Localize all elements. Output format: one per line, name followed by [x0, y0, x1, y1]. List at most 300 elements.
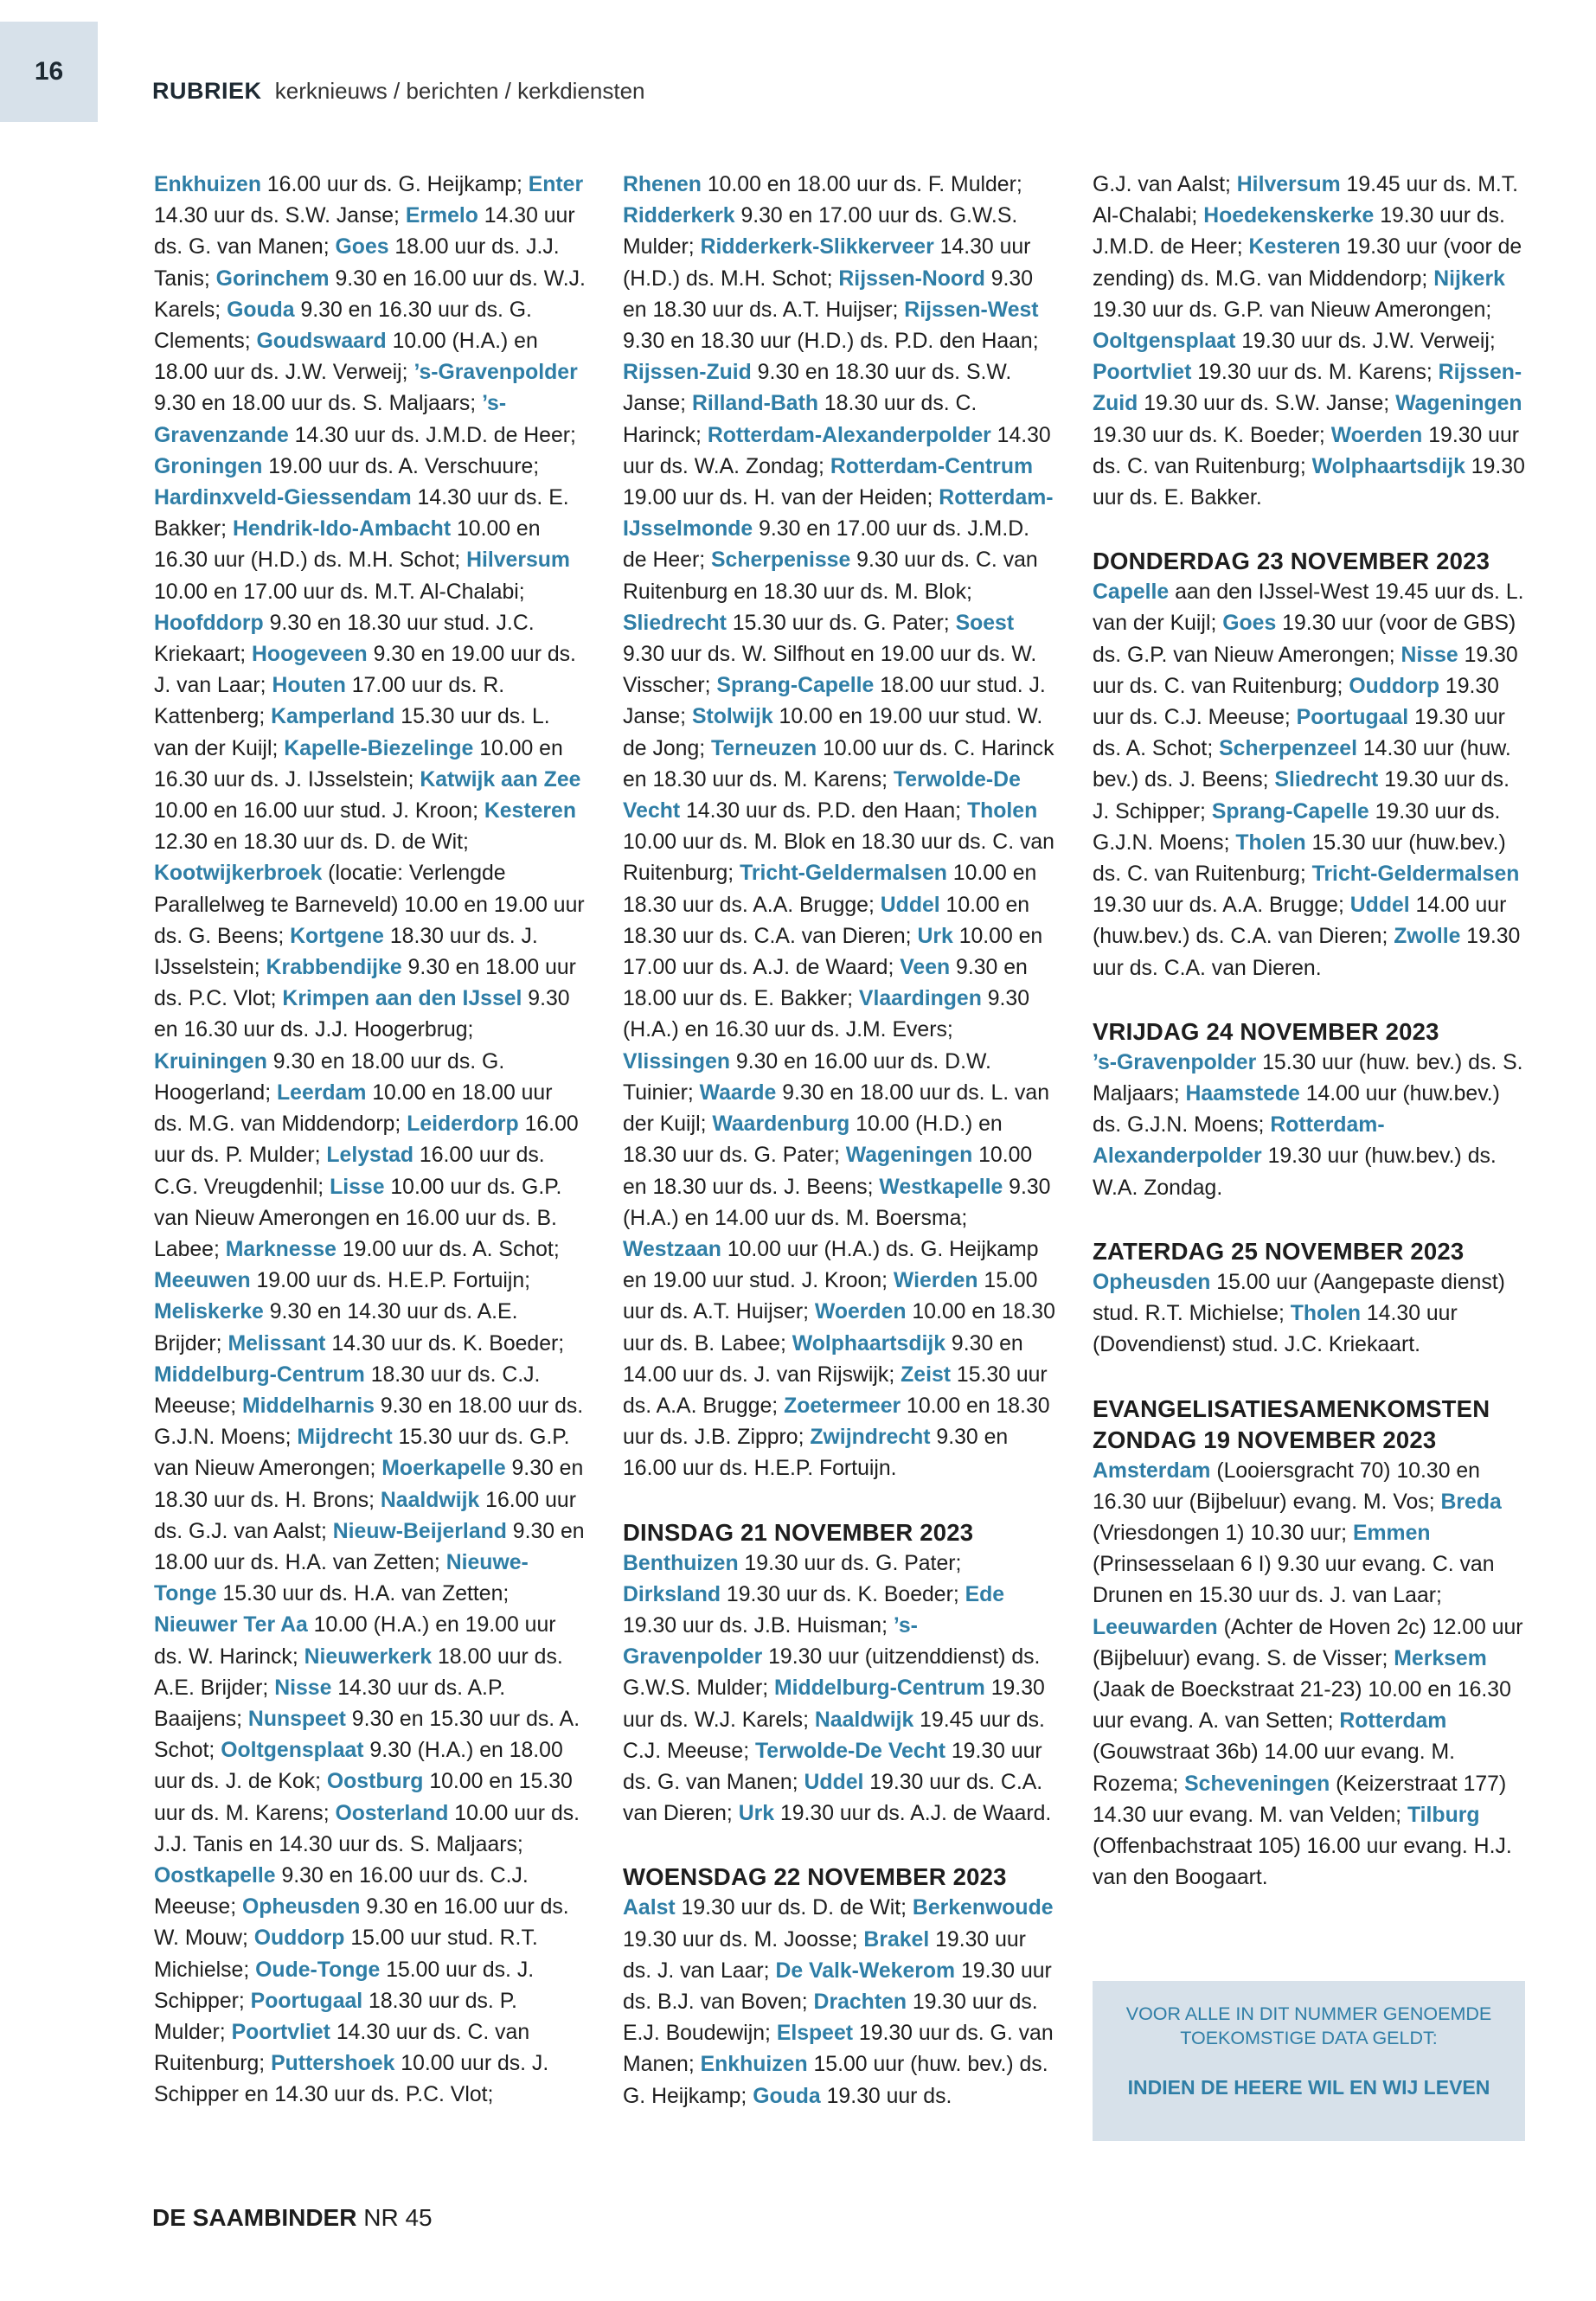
service-details: 18.00 uur ds. J.J. Tanis;: [154, 235, 560, 291]
service-details: 18.30 uur ds. C. Harinck;: [623, 392, 977, 447]
place-name: Opheusden: [1093, 1270, 1211, 1294]
service-details: 19.30 uur ds. E.J. Boudewijn;: [623, 1990, 1038, 2046]
listing-paragraph: [1093, 1456, 1525, 1894]
service-details: 19.30 uur ds. K. Boeder;: [1093, 423, 1331, 447]
service-details: 19.30 uur (uitzenddienst) ds. G.W.S. Mulder;: [623, 1645, 1041, 1701]
place-name: Krimpen aan den IJssel: [282, 987, 522, 1011]
service-details: 9.30 en 17.00 uur ds. J.M.D. de Heer;: [623, 517, 1030, 573]
service-details: 10.00 uur ds. C. Harinck en 18.30 uur ds. M. Karens;: [623, 736, 1054, 792]
service-details: 19.30 uur (voor de GBS) ds. G.P. van Nieuw Amerongen;: [1093, 612, 1516, 667]
service-details: 9.30 en 18.30 uur (H.D.) ds. P.D. den Haan;: [623, 330, 1039, 354]
place-name: Woerden: [814, 1300, 907, 1324]
place-name: Kruiningen: [154, 1049, 267, 1074]
service-details: 19.30 uur ds. J.M.D. de Heer;: [1093, 204, 1505, 260]
place-name: Kamperland: [271, 705, 395, 729]
service-details: 14.30 uur ds. A.P. Baaijens;: [154, 1676, 506, 1731]
listing-paragraph: [623, 170, 1055, 1485]
place-name: Rotterdam-Alexanderpolder: [1093, 1113, 1385, 1169]
place-name: Rijssen-West: [904, 298, 1039, 322]
place-name: Kootwijkerbroek: [154, 862, 323, 886]
listing-paragraph: [623, 1548, 1055, 1830]
publication-name: DE SAAMBINDER: [152, 2204, 357, 2231]
place-name: Enter: [528, 173, 584, 196]
place-name: Nieuwe-Tonge: [154, 1550, 529, 1606]
place-name: Katwijk aan Zee: [420, 767, 581, 792]
service-details: 19.30 uur ds. C.A. van Dieren;: [623, 1770, 1043, 1826]
place-name: Waardenburg: [712, 1112, 850, 1137]
place-name: Tricht-Geldermalsen: [740, 862, 947, 886]
place-name: Oostkapelle: [154, 1863, 276, 1888]
service-details: 15.30 uur ds. G.P. van Nieuw Amerongen;: [154, 1426, 570, 1481]
service-details: 10.00 en 18.30 uur ds. J.B. Zippro;: [623, 1394, 1050, 1450]
day-heading: WOENSDAG 22 NOVEMBER 2023: [623, 1863, 1007, 1891]
place-name: Vlaardingen: [858, 987, 982, 1011]
place-name: Nisse: [274, 1676, 332, 1700]
place-name: Poortugaal: [250, 1989, 363, 2013]
service-details: 18.30 uur ds. P. Mulder;: [154, 1989, 517, 2044]
service-details: 19.45 uur ds. C.J. Meeuse;: [623, 1708, 1045, 1763]
place-name: Meeuwen: [154, 1269, 251, 1293]
service-details: 19.00 uur ds. H.E.P. Fortuijn;: [250, 1269, 531, 1293]
service-details: 14.30 uur ds. W.A. Zondag;: [623, 423, 1051, 478]
service-details: 10.00 en 18.00 uur ds. M.G. van Middendorp;: [154, 1080, 553, 1137]
service-details: 9.30 en 14.30 uur ds. A.E. Brijder;: [154, 1300, 518, 1356]
service-details: 19.30 uur ds. G. Pater;: [738, 1551, 962, 1575]
listing-paragraph: [154, 170, 586, 2112]
service-details: G.J. van Aalst;: [1093, 173, 1237, 196]
place-name: Brakel: [863, 1927, 930, 1952]
place-name: Enkhuizen: [700, 2053, 808, 2077]
service-details: 14.30 uur ds. G. van Manen;: [154, 204, 575, 260]
service-details: 9.30 en 16.00 uur ds. W. Mouw;: [154, 1895, 569, 1951]
service-details: 10.00 uur ds. J. Schipper en 14.30 uur ds. P.C. Vlot;: [154, 2052, 549, 2107]
service-details: 15.30 uur (huw. bev.) ds. S. Maljaars;: [1093, 1050, 1523, 1106]
service-details: 14.00 uur (huw.bev.) ds. G.J.N. Moens;: [1093, 1082, 1500, 1138]
service-details: 9.30 (H.A.) en 14.00 uur ds. M. Boersma;: [623, 1175, 1051, 1230]
service-details: 15.30 uur ds. L. van der Kuijl;: [154, 705, 550, 760]
place-name: ’s-Gravenzande: [154, 392, 507, 447]
service-details: 10.00 en 17.00 uur ds. M.T. Al-Chalabi;: [154, 580, 525, 604]
service-details: 14.30 uur ds. S.W. Janse;: [154, 204, 406, 228]
place-name: Leiderdorp: [407, 1112, 519, 1137]
service-details: 15.30 uur ds. A.A. Brugge;: [623, 1362, 1048, 1418]
rubriek-label: RUBRIEK: [152, 78, 262, 104]
listing-paragraph: [1093, 170, 1525, 514]
place-name: Merksem: [1394, 1646, 1487, 1670]
place-name: Leeuwarden: [1093, 1615, 1218, 1639]
footer: [152, 2204, 433, 2232]
place-name: Groningen: [154, 454, 263, 478]
service-details: 14.30 uur (Dovendienst) stud. J.C. Kriekaart.: [1093, 1302, 1458, 1357]
place-name: Drachten: [813, 1990, 907, 2014]
place-name: Hilversum: [466, 548, 570, 573]
service-details: 15.00 uur stud. R.T. Michielse;: [154, 1926, 538, 1982]
place-name: Puttershoek: [271, 2052, 395, 2076]
place-name: Tholen: [1290, 1302, 1362, 1326]
service-details: 19.30 uur ds. C. van Ruitenburg;: [1093, 643, 1518, 698]
service-details: 9.30 en 19.00 uur ds. J. van Laar;: [154, 643, 576, 698]
place-name: Hoedekenskerke: [1203, 204, 1375, 228]
place-name: Zeist: [901, 1362, 952, 1387]
place-name: Scherpenzeel: [1219, 737, 1357, 761]
service-details: 19.00 uur ds. A. Verschuure;: [262, 454, 540, 478]
day-heading: DINSDAG 21 NOVEMBER 2023: [623, 1518, 974, 1546]
service-details: 19.30 uur ds.: [820, 2084, 952, 2108]
place-name: Wierden: [893, 1269, 978, 1293]
service-details: 14.30 uur (huw. bev.) ds. J. Beens;: [1093, 737, 1511, 792]
place-name: Rotterdam-Alexanderpolder: [707, 423, 991, 447]
place-name: Berkenwoude: [912, 1896, 1054, 1920]
place-name: Goudswaard: [256, 330, 387, 354]
place-name: Naaldwijk: [380, 1488, 480, 1512]
place-name: Scheveningen: [1184, 1772, 1330, 1796]
service-details: 19.30 uur (voor de zending) ds. M.G. van Middendorp;: [1093, 235, 1522, 291]
place-name: Middelharnis: [242, 1394, 375, 1418]
service-details: 10.00 (H.A.) en 18.00 uur ds. J.W. Verweij;: [154, 330, 538, 385]
place-name: Kesteren: [1248, 235, 1341, 260]
place-name: Terwolde-De Vecht: [623, 767, 1021, 824]
service-details: 9.30 en 16.00 uur ds. W.J. Karels;: [154, 266, 586, 322]
service-details: (Offenbachstraat 105) 16.00 uur evang. H.J. van den Boogaart.: [1093, 1834, 1512, 1890]
notice-line-1: VOOR ALLE IN DIT NUMMER GENOEMDE TOEKOMSTIGE DATA GELDT:: [1125, 2003, 1492, 2048]
place-name: Gouda: [227, 298, 295, 322]
service-details: 19.30 uur ds. G.P. van Nieuw Amerongen;: [1093, 298, 1492, 322]
service-details: 17.00 uur ds. R. Kattenberg;: [154, 674, 505, 729]
service-details: 9.30 (H.A.) en 18.00 uur ds. J. de Kok;: [154, 1739, 563, 1794]
place-name: Rotterdam-IJsselmonde: [623, 486, 1054, 542]
place-name: Wolphaartsdijk: [792, 1331, 946, 1356]
place-name: Meliskerke: [154, 1300, 264, 1324]
place-name: Woerden: [1330, 423, 1423, 447]
service-details: aan den IJssel-West 19.45 uur ds. L. van der Kuijl;: [1093, 580, 1524, 636]
place-name: Breda: [1440, 1490, 1502, 1514]
service-details: 9.30 en 18.00 uur ds. E. Bakker;: [623, 956, 1028, 1011]
service-details: 10.00 uur ds. M. Blok en 18.30 uur ds. C. van Ruitenburg;: [623, 830, 1054, 886]
place-name: Tricht-Geldermalsen: [1311, 862, 1520, 887]
service-details: 19.45 uur ds. M.T. Al-Chalabi;: [1093, 173, 1519, 228]
place-name: Middelburg-Centrum: [774, 1676, 985, 1701]
place-name: Oostburg: [326, 1770, 424, 1794]
place-name: Wolphaartsdijk: [1311, 454, 1465, 478]
place-name: Nunspeet: [247, 1707, 346, 1731]
service-details: 19.30 uur ds. J.W. Verweij;: [1235, 330, 1496, 354]
service-details: (locatie: Verlengde Parallelweg te Barneveld) 10.00 en 19.00 uur ds. G. Beens;: [154, 862, 585, 948]
service-details: (Looiersgracht 70) 10.30 en 16.30 uur (Bijbeluur) evang. M. Vos;: [1093, 1458, 1480, 1514]
place-name: Ouddorp: [253, 1926, 345, 1951]
service-details: 19.30 uur ds. B.J. van Boven;: [623, 1958, 1052, 2014]
service-details: 9.30 en 18.00 uur ds. S. Maljaars;: [154, 392, 483, 416]
service-details: 9.30 en 18.00 uur ds. G. Hoogerland;: [154, 1049, 505, 1105]
place-name: Dirksland: [623, 1582, 721, 1606]
place-name: De Valk-Wekerom: [775, 1958, 956, 1983]
service-details: (Prinsesselaan 6 I) 9.30 uur evang. C. van Drunen en 15.30 uur ds. J. van Laar;: [1093, 1553, 1495, 1608]
place-name: Haamstede: [1185, 1082, 1300, 1106]
place-name: Nisse: [1401, 643, 1458, 667]
notice-line-2: INDIEN DE HEERE WIL EN WIJ LEVEN: [1127, 2076, 1490, 2099]
service-details: 10.00 en 18.30 uur ds. A.A. Brugge;: [623, 862, 1037, 917]
place-name: Melissant: [228, 1331, 326, 1356]
place-name: Wageningen: [845, 1144, 973, 1168]
place-name: Rijssen-Zuid: [623, 361, 752, 385]
service-details: (Vriesdongen 1) 10.30 uur;: [1093, 1521, 1353, 1545]
place-name: Westzaan: [623, 1237, 721, 1261]
place-name: ’s-Gravenpolder: [623, 1613, 918, 1670]
service-details: 19.30 uur ds. J. Schipper;: [1093, 768, 1509, 824]
place-name: Nijkerk: [1433, 266, 1505, 291]
place-name: Amsterdam: [1093, 1458, 1211, 1483]
place-name: Capelle: [1093, 580, 1170, 605]
service-details: 16.00 uur ds. G. Heijkamp;: [261, 173, 529, 196]
service-details: 18.30 uur ds. C.J. Meeuse;: [154, 1362, 541, 1418]
place-name: Tholen: [966, 799, 1038, 824]
place-name: Sliedrecht: [1274, 768, 1379, 792]
service-details: 9.30 en 18.30 uur ds. A.T. Huijser;: [623, 266, 1034, 322]
service-details: 10.00 en 19.00 uur stud. W. de Jong;: [623, 705, 1043, 760]
place-name: Aalst: [623, 1896, 676, 1920]
place-name: Naaldwijk: [814, 1708, 914, 1732]
service-details: 19.30 uur ds. J.B. Huisman;: [623, 1613, 894, 1638]
service-details: 9.30 en 16.00 uur ds. H.E.P. Fortuijn.: [623, 1426, 1009, 1481]
service-details: 9.30 en 16.00 uur ds. C.J. Meeuse;: [154, 1863, 529, 1920]
place-name: Sprang-Capelle: [716, 674, 875, 698]
place-name: Urk: [917, 924, 953, 948]
place-name: Lelystad: [326, 1144, 414, 1168]
service-details: 19.30 uur ds. M. Joosse;: [623, 1927, 864, 1952]
place-name: Emmen: [1352, 1521, 1431, 1545]
place-name: Nieuwer Ter Aa: [154, 1613, 308, 1638]
service-details: (Gouwstraat 36b) 14.00 uur evang. M. Rozema;: [1093, 1740, 1456, 1796]
service-details: 9.30 en 18.30 uur ds. S.W. Janse;: [623, 361, 1012, 416]
listing-paragraph: [1093, 1048, 1525, 1204]
service-details: 15.00 uur (huw. bev.) ds. G. Heijkamp;: [623, 2053, 1048, 2108]
service-details: 19.30 uur ds. A.A. Brugge;: [1093, 894, 1350, 918]
service-details: 19.00 uur ds. A. Schot;: [336, 1237, 560, 1261]
service-details: 9.30 en 17.00 uur ds. G.W.S. Mulder;: [623, 204, 1018, 260]
service-details: 10.00 en 18.30 uur ds. C.A. van Dieren;: [623, 893, 1030, 948]
service-details: 19.30 uur ds. C. van Ruitenburg;: [1093, 423, 1520, 478]
service-details: 10.00 en 18.00 uur ds. F. Mulder;: [701, 173, 1022, 196]
place-name: Poortvliet: [231, 2020, 330, 2044]
service-details: 19.30 uur ds. W.J. Karels;: [623, 1676, 1045, 1732]
service-details: 10.00 uur ds. J.J. Tanis en 14.30 uur ds. S. Maljaars;: [154, 1801, 580, 1856]
service-details: 19.00 uur ds. H. van der Heiden;: [623, 486, 939, 510]
place-name: Benthuizen: [623, 1551, 739, 1575]
place-name: Urk: [738, 1802, 775, 1826]
service-details: 9.30 en 16.00 uur ds. D.W. Tuinier;: [623, 1049, 991, 1105]
place-name: Kesteren: [484, 799, 576, 824]
place-name: Middelburg-Centrum: [154, 1362, 365, 1387]
place-name: Mijdrecht: [297, 1426, 393, 1450]
place-name: Enkhuizen: [154, 173, 261, 196]
service-details: 16.00 uur ds. G.J. van Aalst;: [154, 1488, 576, 1543]
service-details: 15.30 uur ds. G. Pater;: [726, 611, 956, 635]
service-details: 18.30 uur ds. J. IJsselstein;: [154, 924, 538, 980]
place-name: Vlissingen: [623, 1049, 731, 1074]
service-details: 16.00 uur ds. P. Mulder;: [154, 1112, 579, 1168]
service-details: 15.00 uur ds. J. Schipper;: [154, 1958, 535, 2013]
service-details: 14.30 uur ds. C. van Ruitenburg;: [154, 2020, 530, 2076]
column-3: [1093, 170, 1525, 1894]
service-details: 9.30 uur ds. C. van Ruitenburg en 18.30 uur ds. M. Blok;: [623, 548, 1038, 604]
service-details: 19.30 uur ds. G. van Manen;: [623, 2022, 1054, 2077]
service-details: 19.30 uur ds. S.W. Janse;: [1138, 392, 1396, 416]
place-name: Ede: [965, 1582, 1005, 1606]
place-name: Elspeet: [776, 2022, 854, 2046]
service-details: 15.00 uur (Aangepaste dienst) stud. R.T. Michielse;: [1093, 1270, 1505, 1326]
service-details: 9.30 uur ds. W. Silfhout en 19.00 uur ds. W. Visscher;: [623, 643, 1037, 698]
service-details: 19.30 uur ds. K. Boeder;: [721, 1582, 965, 1606]
place-name: Ridderkerk-Slikkerveer: [700, 235, 934, 260]
place-name: ’s-Gravenpolder: [1093, 1050, 1257, 1074]
place-name: Ooltgensplaat: [1093, 330, 1236, 354]
service-details: 19.30 uur ds. C.A. van Dieren.: [1093, 925, 1521, 980]
place-name: Ouddorp: [1349, 674, 1440, 698]
place-name: Moerkapelle: [381, 1457, 506, 1481]
service-details: 10.00 en 16.30 uur (H.D.) ds. M.H. Schot;: [154, 517, 541, 573]
place-name: Poortugaal: [1296, 706, 1409, 730]
service-details: 10.00 uur ds. G.P. van Nieuw Amerongen en 16.00 uur ds. B. Labee;: [154, 1175, 562, 1261]
service-details: 19.30 uur ds. G. van Manen;: [623, 1739, 1042, 1794]
place-name: Gorinchem: [215, 266, 330, 291]
place-name: Zwolle: [1394, 925, 1461, 949]
place-name: Leerdam: [277, 1080, 367, 1105]
listing-paragraph: [1093, 1267, 1525, 1362]
place-name: Zoetermeer: [784, 1394, 901, 1418]
place-name: Uddel: [1349, 894, 1410, 918]
service-details: 9.30 en 16.30 uur ds. J.J. Hoogerbrug;: [154, 987, 570, 1042]
service-details: 10.00 (H.D.) en 18.30 uur ds. G. Pater;: [623, 1112, 1003, 1168]
service-details: 18.00 uur ds. A.E. Brijder;: [154, 1644, 563, 1700]
service-details: (Achter de Hoven 2c) 12.00 uur (Bijbeluur) evang. S. de Visser;: [1093, 1615, 1523, 1670]
section-header: [152, 78, 645, 105]
place-name: Uddel: [880, 893, 940, 917]
place-name: Rijssen-Noord: [838, 266, 985, 291]
service-details: 9.30 en 18.00 uur ds. P.C. Vlot;: [154, 956, 576, 1011]
service-details: 14.00 uur (huw.bev.) ds. C.A. van Dieren;: [1093, 894, 1507, 949]
service-details: 9.30 en 14.00 uur ds. J. van Rijswijk;: [623, 1331, 1023, 1387]
place-name: Veen: [900, 956, 951, 980]
service-details: 9.30 en 18.00 uur ds. H.A. van Zetten;: [154, 1519, 585, 1574]
notice-box: [1093, 1981, 1525, 2141]
place-name: Rotterdam: [1339, 1709, 1447, 1734]
service-details: 10.00 en 18.30 uur ds. B. Labee;: [623, 1300, 1055, 1356]
service-details: 12.30 en 18.30 uur ds. D. de Wit;: [154, 830, 469, 855]
place-name: Tholen: [1235, 830, 1306, 855]
service-details: 10.00 en 16.30 uur ds. J. IJsselstein;: [154, 736, 563, 792]
column-1: [154, 170, 586, 2112]
service-details: 9.30 en 15.30 uur ds. A. Schot;: [154, 1707, 580, 1763]
service-details: 19.30 uur ds. A.J. de Waard.: [774, 1802, 1052, 1826]
service-details: (Jaak de Boeckstraat 21-23) 10.00 en 16.30 uur evang. A. van Setten;: [1093, 1677, 1511, 1734]
place-name: Marknesse: [225, 1237, 337, 1261]
place-name: Westkapelle: [879, 1175, 1003, 1199]
day-heading: ZATERDAG 25 NOVEMBER 2023: [1093, 1237, 1465, 1265]
service-details: 19.30 uur ds. C.J. Meeuse;: [1093, 674, 1499, 730]
place-name: Waarde: [699, 1080, 777, 1105]
place-name: Stolwijk: [691, 705, 773, 729]
place-name: Terwolde-De Vecht: [754, 1739, 945, 1763]
service-details: 10.00 (H.A.) en 19.00 uur ds. W. Harinck;: [154, 1613, 556, 1669]
service-details: 19.30 uur ds. M. Karens;: [1191, 361, 1439, 385]
place-name: Hoofddorp: [154, 611, 264, 635]
place-name: Goes: [1222, 612, 1277, 636]
service-details: 10.00 en 18.30 uur ds. J. Beens;: [623, 1144, 1033, 1199]
place-name: Houten: [272, 674, 346, 698]
place-name: Wageningen: [1395, 392, 1522, 416]
place-name: Terneuzen: [711, 736, 817, 760]
place-name: Lisse: [330, 1175, 385, 1199]
service-details: 15.00 uur ds. A.T. Huijser;: [623, 1269, 1038, 1324]
service-details: 14.30 uur ds. K. Boeder;: [325, 1331, 565, 1356]
service-details: 18.00 uur stud. J. Janse;: [623, 674, 1046, 729]
day-heading: DONDERDAG 23 NOVEMBER 2023: [1093, 548, 1490, 575]
place-name: Hendrik-Ido-Ambacht: [232, 517, 452, 542]
service-details: 14.30 uur (H.D.) ds. M.H. Schot;: [623, 235, 1031, 291]
service-details: 9.30 en 18.30 uur ds. H. Brons;: [154, 1457, 584, 1512]
listing-paragraph: [623, 1893, 1055, 2112]
service-details: 16.00 uur ds. C.G. Vreugdenhil;: [154, 1144, 545, 1199]
place-name: Rijssen-Zuid: [1093, 361, 1522, 416]
place-name: Uddel: [804, 1770, 864, 1794]
service-details: 9.30 en 18.00 uur ds. L. van der Kuijl;: [623, 1080, 1050, 1137]
place-name: Rhenen: [623, 173, 702, 196]
service-details: 19.30 uur (huw.bev.) ds. W.A. Zondag.: [1093, 1144, 1497, 1200]
place-name: Oosterland: [335, 1801, 449, 1825]
service-details: 15.30 uur (huw.bev.) ds. C. van Ruitenburg;: [1093, 830, 1506, 887]
place-name: Hardinxveld-Giessendam: [154, 486, 412, 510]
place-name: Opheusden: [242, 1895, 361, 1920]
place-name: Nieuwerkerk: [304, 1644, 433, 1669]
place-name: Rilland-Bath: [691, 392, 818, 416]
place-name: Sliedrecht: [623, 611, 727, 635]
service-details: 19.30 uur ds. J. van Laar;: [623, 1927, 1026, 1983]
service-details: 15.30 uur ds. H.A. van Zetten;: [216, 1582, 510, 1606]
place-name: Poortvliet: [1093, 361, 1192, 385]
place-name: Hoogeveen: [252, 643, 368, 667]
place-name: Sprang-Capelle: [1211, 799, 1369, 824]
place-name: Oude-Tonge: [255, 1958, 381, 1982]
place-name: Krabbendijke: [266, 956, 402, 980]
place-name: Zwijndrecht: [810, 1426, 931, 1450]
place-name: Kapelle-Biezelinge: [284, 736, 474, 760]
service-details: 10.00 uur (H.A.) ds. G. Heijkamp en 19.00 uur stud. J. Kroon;: [623, 1237, 1039, 1293]
service-details: 9.30 en 18.00 uur ds. G.J.N. Moens;: [154, 1394, 584, 1450]
place-name: Tilburg: [1407, 1803, 1480, 1827]
section-path: kerknieuws / berichten / kerkdiensten: [274, 78, 645, 104]
page-number: 16: [0, 22, 98, 122]
place-name: Kortgene: [290, 924, 384, 948]
service-details: 14.30 uur ds. E. Bakker;: [154, 486, 569, 542]
service-details: 19.30 uur ds. E. Bakker.: [1093, 454, 1525, 510]
service-details: 19.30 uur ds. G.J.N. Moens;: [1093, 799, 1501, 855]
place-name: Ooltgensplaat: [221, 1739, 364, 1763]
listing-paragraph: [1093, 577, 1525, 984]
service-details: 19.30 uur ds. D. de Wit;: [675, 1896, 913, 1920]
service-details: 9.30 en 18.30 uur stud. J.C. Kriekaart;: [154, 611, 535, 667]
service-details: 14.30 uur ds. J.M.D. de Heer;: [288, 423, 576, 447]
place-name: Rotterdam-Centrum: [830, 454, 1034, 478]
service-details: 14.30 uur ds. P.D. den Haan;: [680, 799, 967, 824]
service-details: 10.00 en 15.30 uur ds. M. Karens;: [154, 1770, 573, 1825]
place-name: Goes: [335, 235, 389, 260]
service-details: (Keizerstraat 177) 14.30 uur evang. M. van Velden;: [1093, 1772, 1507, 1827]
service-details: 10.00 en 16.00 uur stud. J. Kroon;: [154, 799, 484, 824]
day-subheading: ZONDAG 19 NOVEMBER 2023: [1093, 1426, 1437, 1453]
service-details: 9.30 en 16.30 uur ds. G. Clements;: [154, 298, 532, 354]
column-2: [623, 170, 1055, 2112]
place-name: ’s-Gravenpolder: [413, 361, 578, 385]
issue-number: NR 45: [363, 2204, 433, 2231]
